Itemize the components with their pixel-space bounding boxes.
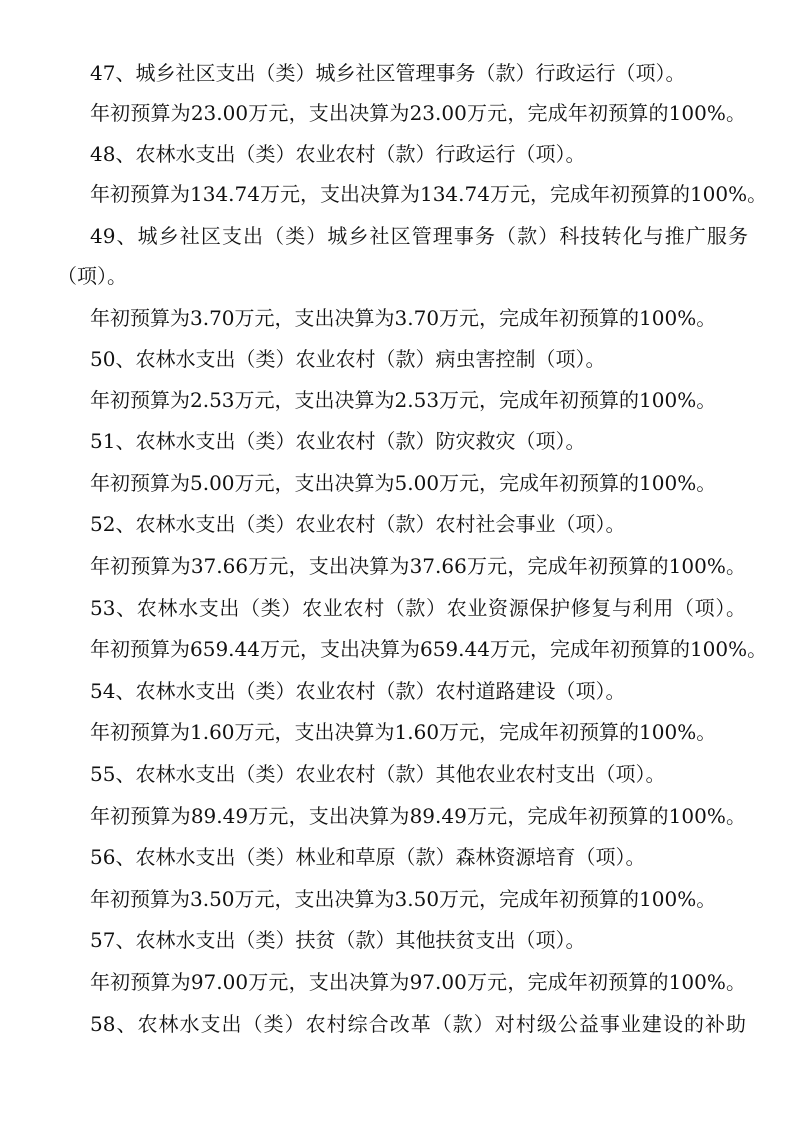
item-47-heading: 47、城乡社区支出（类）城乡社区管理事务（款）行政运行（项）。 [90,61,686,85]
item-57-heading: 57、农林水支出（类）扶贫（款）其他扶贫支出（项）。 [90,928,586,952]
item-52-budget: 年初预算为37.66万元，支出决算为37.66万元，完成年初预算的100%。 [90,554,746,578]
item-53-budget: 年初预算为659.44万元，支出决算为659.44万元，完成年初预算的100%。 [90,637,768,661]
item-49-heading-wrap: （项）。 [57,264,127,288]
item-47-budget: 年初预算为23.00万元，支出决算为23.00万元，完成年初预算的100%。 [90,101,746,125]
item-54-budget: 年初预算为1.60万元，支出决算为1.60万元，完成年初预算的100%。 [90,720,717,744]
item-48-heading: 48、农林水支出（类）农业农村（款）行政运行（项）。 [90,142,586,166]
item-50-budget: 年初预算为2.53万元，支出决算为2.53万元，完成年初预算的100%。 [90,388,717,412]
item-56-budget: 年初预算为3.50万元，支出决算为3.50万元，完成年初预算的100%。 [90,887,717,911]
item-57-budget: 年初预算为97.00万元，支出决算为97.00万元，完成年初预算的100%。 [90,970,746,994]
item-52-heading: 52、农林水支出（类）农业农村（款）农村社会事业（项）。 [90,512,626,536]
item-56-heading: 56、农林水支出（类）林业和草原（款）森林资源培育（项）。 [90,845,646,869]
item-55-heading: 55、农林水支出（类）农业农村（款）其他农业农村支出（项）。 [90,762,666,786]
item-49-heading: 49、城乡社区支出（类）城乡社区管理事务（款）科技转化与推广服务 [90,224,748,248]
item-53-heading: 53、农林水支出（类）农业农村（款）农业资源保护修复与利用（项）。 [90,596,746,620]
item-51-heading: 51、农林水支出（类）农业农村（款）防灾救灾（项）。 [90,429,586,453]
item-58-heading: 58、农林水支出（类）农村综合改革（款）对村级公益事业建设的补助 [90,1012,746,1036]
item-49-budget: 年初预算为3.70万元，支出决算为3.70万元，完成年初预算的100%。 [90,306,717,330]
item-50-heading: 50、农林水支出（类）农业农村（款）病虫害控制（项）。 [90,347,606,371]
item-51-budget: 年初预算为5.00万元，支出决算为5.00万元，完成年初预算的100%。 [90,471,717,495]
item-54-heading: 54、农林水支出（类）农业农村（款）农村道路建设（项）。 [90,679,626,703]
item-55-budget: 年初预算为89.49万元，支出决算为89.49万元，完成年初预算的100%。 [90,804,746,828]
item-48-budget: 年初预算为134.74万元，支出决算为134.74万元，完成年初预算的100%。 [90,182,768,206]
